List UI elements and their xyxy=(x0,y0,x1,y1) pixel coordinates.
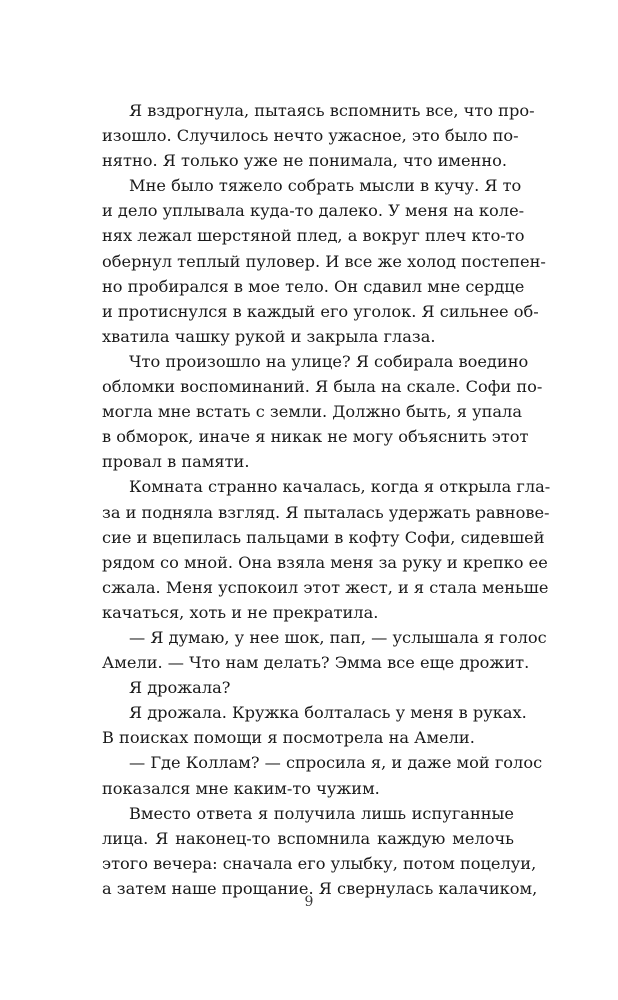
text-line: Что произошло на улице? Я собирала воедино xyxy=(129,351,529,371)
text-line: Вместо ответа я получила лишь испуганные xyxy=(129,803,514,823)
text-line: а затем наше прощание. Я свернулась калачиком, xyxy=(102,878,538,898)
text-line: — Где Коллам? — спросила я, и даже мой голос xyxy=(129,753,543,773)
text-line: этого вечера: сначала его улыбку, потом поцелуи, xyxy=(102,853,537,873)
text-line: — Я думаю, у нее шок, пап, — услышала я голос xyxy=(129,627,547,647)
text-line: и дело уплывала куда-то далеко. У меня на коле- xyxy=(102,201,525,221)
text-line: В поисках помощи я посмотрела на Амели. xyxy=(102,728,475,748)
text-line: изошло. Случилось нечто ужасное, это было по- xyxy=(102,126,519,146)
text-line: обломки воспоминаний. Я была на скале. Софи по- xyxy=(102,377,543,397)
text-line: Я вздрогнула, пытаясь вспомнить все, что про- xyxy=(129,101,535,120)
text-line: сжала. Меня успокоил этот жест, и я стала меньше xyxy=(102,577,549,597)
text-line: могла мне встать с земли. Должно быть, я упала xyxy=(102,402,522,422)
text-line: Я дрожала? xyxy=(129,678,231,698)
page-number: 9 xyxy=(304,894,314,910)
text-line: и протиснулся в каждый его уголок. Я сильнее об- xyxy=(102,301,539,321)
text-line: провал в памяти. xyxy=(102,452,250,472)
text-line: рядом со мной. Она взяла меня за руку и крепко ее xyxy=(102,552,548,572)
body-text xyxy=(102,98,551,901)
text-line: в обморок, иначе я никак не могу объяснить этот xyxy=(102,427,529,447)
text-line: показался мне каким-то чужим. xyxy=(102,778,380,798)
text-line: сие и вцепилась пальцами в кофту Софи, сидевшей xyxy=(102,527,545,547)
text-line: Мне было тяжело собрать мысли в кучу. Я то xyxy=(129,176,522,196)
text-line: нях лежал шерстяной плед, а вокруг плеч кто-то xyxy=(102,226,525,246)
text-line: нятно. Я только уже не понимала, что именно. xyxy=(102,151,508,171)
text-line: Я дрожала. Кружка болталась у меня в руках. xyxy=(129,703,527,723)
text-line: за и подняла взгляд. Я пыталась удержать равнове- xyxy=(102,502,550,522)
text-line: обернул теплый пуловер. И все же холод постепен- xyxy=(102,251,546,271)
text-line: но пробирался в мое тело. Он сдавил мне сердце xyxy=(102,276,525,296)
text-line: Амели. — Что нам делать? Эмма все еще дрожит. xyxy=(102,653,530,673)
text-line: хватила чашку рукой и закрыла глаза. xyxy=(102,326,436,346)
text-line: Комната странно качалась, когда я открыла гла- xyxy=(129,477,551,497)
text-line: качаться, хоть и не прекратила. xyxy=(102,602,379,622)
text-line: лица. Я наконец-то вспомнила каждую мелочь xyxy=(102,828,514,848)
